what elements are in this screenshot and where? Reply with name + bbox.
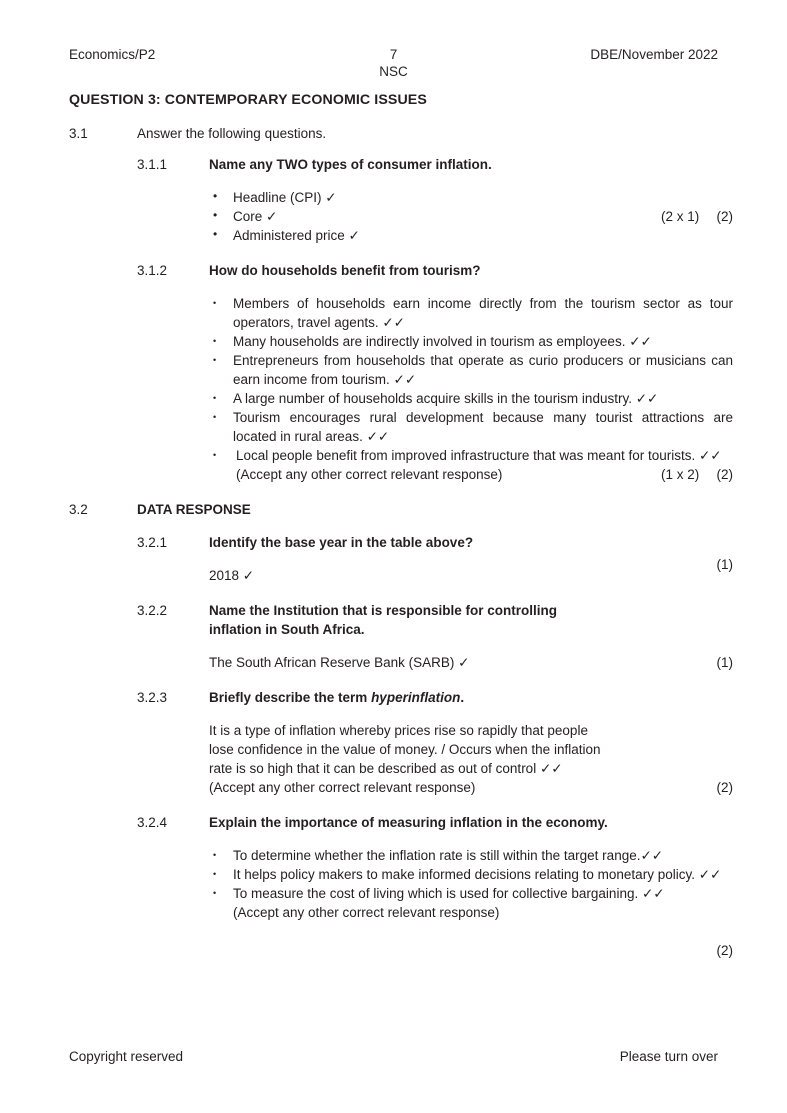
marks-allocation	[717, 555, 734, 574]
marks-total: (2)	[716, 780, 733, 795]
prompt-term-italic: hyperinflation	[371, 690, 461, 705]
marks-total: (1)	[716, 557, 733, 572]
header-session: DBE/November 2022	[590, 47, 718, 62]
list-item: • Administered price ✓	[209, 226, 733, 245]
list-item: • Members of households earn income directly from the tourism sector as tour operators, travel agents. ✓✓	[209, 294, 733, 332]
marks-total: (1)	[716, 655, 733, 670]
footer-turn-over: Please turn over	[619, 1049, 718, 1064]
section-instruction: DATA RESPONSE	[137, 502, 251, 517]
section-number: 3.2	[69, 502, 88, 517]
list-item: • Headline (CPI) ✓	[209, 188, 733, 207]
section-instruction: Answer the following questions.	[137, 126, 327, 141]
page-title: QUESTION 3: CONTEMPORARY ECONOMIC ISSUES	[69, 92, 427, 108]
prompt-text-post: .	[460, 690, 465, 705]
marks-allocation	[717, 778, 734, 797]
marks-total: (2)	[716, 467, 733, 482]
subquestion-number: 3.2.3	[137, 690, 168, 705]
header-subject: Economics/P2	[69, 47, 156, 62]
answer-bullet-list	[209, 188, 733, 245]
subquestion-3-1-1	[69, 155, 733, 245]
marks-allocation	[717, 653, 734, 672]
list-item: • To measure the cost of living which is used for collective bargaining. ✓✓	[209, 884, 733, 903]
accept-note: (Accept any other correct relevant response)	[236, 467, 503, 482]
list-item: • To determine whether the inflation rate is still within the target range.✓✓	[209, 846, 733, 865]
accept-note: (Accept any other correct relevant response)	[209, 780, 476, 795]
list-item: • Entrepreneurs from households that operate as curio producers or musicians can earn income from tourism. ✓✓	[209, 351, 733, 389]
subquestion-number: 3.2.4	[137, 815, 168, 830]
marks-allocation	[717, 941, 734, 960]
answer-bullet-list	[209, 846, 733, 903]
accept-note: (Accept any other correct relevant response)	[233, 905, 500, 920]
subquestion-prompt	[209, 688, 733, 707]
marks-total: (2)	[716, 943, 733, 958]
list-item: • Local people benefit from improved infrastructure that was meant for tourists. ✓✓	[209, 446, 733, 465]
footer-copyright: Copyright reserved	[69, 1049, 184, 1064]
answer-line-1: It is a type of inflation whereby prices rise so rapidly that people	[209, 723, 588, 738]
list-item: • It helps policy makers to make informed decisions relating to monetary policy. ✓✓	[209, 865, 733, 884]
subquestion-prompt-line-2: inflation in South Africa.	[209, 622, 365, 637]
prompt-text-pre: Briefly describe the term	[209, 690, 372, 705]
answer-text: The South African Reserve Bank (SARB) ✓	[209, 655, 470, 670]
header-exam-body: NSC	[379, 64, 408, 79]
answer-line-3: rate is so high that it can be described as out of control ✓✓	[209, 761, 563, 776]
list-item: • A large number of households acquire skills in the tourism industry. ✓✓	[209, 389, 733, 408]
marks-total: (2)	[716, 209, 733, 224]
answer-text: 2018 ✓	[209, 568, 255, 583]
subquestion-number: 3.2.1	[137, 535, 168, 550]
subquestion-3-2-1	[69, 533, 733, 585]
section-3-1	[69, 124, 733, 143]
subquestion-prompt: Name any TWO types of consumer inflation.	[209, 157, 492, 172]
marks-allocation	[661, 465, 733, 484]
subquestion-number: 3.2.2	[137, 603, 168, 618]
page-header	[69, 46, 718, 79]
list-item: • Many households are indirectly involved in tourism as employees. ✓✓	[209, 332, 733, 351]
page-body	[69, 92, 733, 958]
subquestion-3-2-3	[69, 688, 733, 797]
list-item: • Tourism encourages rural development because many tourist attractions are located in rural areas. ✓✓	[209, 408, 733, 446]
answer-bullet-list	[209, 294, 733, 465]
subquestion-number: 3.1.2	[137, 263, 168, 278]
section-3-2	[69, 500, 733, 519]
subquestion-3-2-2	[69, 601, 733, 672]
marks-calculation: (2 x 1)	[660, 209, 700, 224]
subquestion-prompt: How do households benefit from tourism?	[209, 263, 481, 278]
list-item: • Core ✓	[209, 207, 733, 226]
subquestion-prompt-line-1: Name the Institution that is responsible for controlling	[209, 603, 558, 618]
answer-line-2: lose confidence in the value of money. / Occurs when the inflation	[209, 742, 601, 757]
header-page-number: 7	[389, 47, 398, 62]
section-number: 3.1	[69, 126, 88, 141]
marks-calculation: (1 x 2)	[660, 467, 700, 482]
subquestion-prompt: Explain the importance of measuring inflation in the economy.	[209, 815, 608, 830]
subquestion-3-1-2	[69, 261, 733, 484]
subquestion-number: 3.1.1	[137, 157, 168, 172]
subquestion-prompt: Identify the base year in the table above?	[209, 535, 474, 550]
subquestion-3-2-4	[69, 813, 733, 958]
marks-allocation	[661, 207, 733, 226]
